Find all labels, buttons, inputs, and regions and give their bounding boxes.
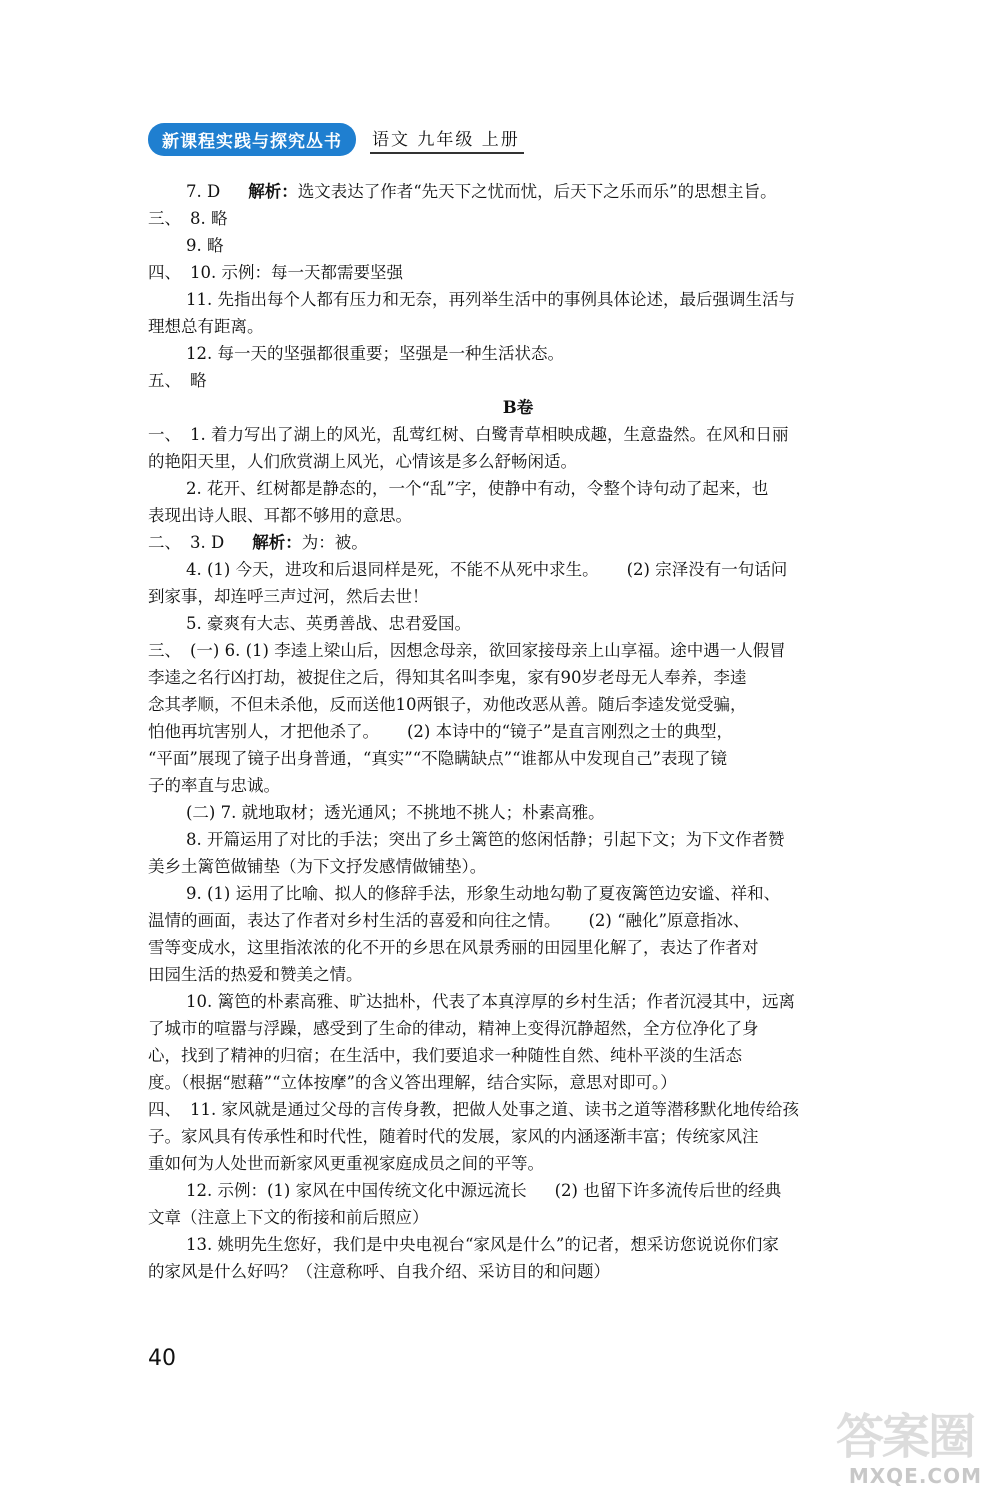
text-line: 子的率直与忠诚。 (148, 776, 280, 795)
subject-label: 语文 九年级 上册 (370, 125, 524, 154)
text-line: 念其孝顺，不但未杀他，反而送他10两银子，劝他改恶从善。随后李逵发觉受骗， (148, 695, 747, 714)
text-line: 5. 豪爽有大志、英勇善战、忠君爱国。 (186, 614, 471, 633)
text-line: 12. 每一天的坚强都很重要；坚强是一种生活状态。 (186, 344, 564, 363)
text-line: 心，找到了精神的归宿；在生活中，我们要追求一种随性自然、纯朴平淡的生活态 (148, 1046, 742, 1065)
text-line: 9. 略 (186, 236, 224, 255)
text-line: 三、 (一) 6. (1) 李逵上梁山后，因想念母亲，欲回家接母亲上山享福。途中遇一人假冒 (148, 637, 888, 664)
text-line: 8. 开篇运用了对比的手法；突出了乡土篱笆的悠闲恬静；引起下文；为下文作者赞 (186, 830, 785, 849)
text-line: 了城市的喧嚣与浮躁，感受到了生命的律动，精神上变得沉静超然，全方位净化了身 (148, 1019, 759, 1038)
answer-text (148, 178, 888, 1285)
text-line: 到家事，却连呼三声过河，然后去世！ (148, 587, 429, 606)
watermark-logo: 答案圈 (835, 1409, 974, 1465)
text-line: 怕他再坑害别人，才把他杀了。 (2) 本诗中的“镜子”是直言刚烈之士的典型， (148, 722, 733, 741)
text-line: 雪等变成水，这里指浓浓的化不开的乡思在风景秀丽的田园里化解了，表达了作者对 (148, 938, 759, 957)
section-marker: 一、 (148, 425, 181, 444)
text-line: 13. 姚明先生您好，我们是中央电视台“家风是什么”的记者，想采访您说说你们家 (186, 1235, 779, 1254)
text-line: 三、 8. 略 (148, 205, 888, 232)
text-line: “平面”展现了镜子出身普通，“真实”“不隐瞒缺点”“谁都从中发现自己”表现了镜 (148, 749, 727, 768)
page-number: 40 (148, 1346, 176, 1371)
text-line: (二) 7. 就地取材；透光通风；不挑地不挑人；朴素高雅。 (186, 803, 605, 822)
text-line: 7. D 解析：选文表达了作者“先天下之忧而忧，后天下之乐而乐”的思想主旨。 (186, 182, 777, 201)
text-line: 田园生活的热爱和赞美之情。 (148, 965, 363, 984)
watermark-site: MXQE.COM (848, 1464, 982, 1488)
text-line: 五、 略 (148, 367, 888, 394)
text-line: 10. 篱笆的朴素高雅、旷达拙朴，代表了本真淳厚的乡村生活；作者沉浸其中，远离 (186, 992, 795, 1011)
section-marker: 三、 (148, 209, 181, 228)
section-marker: 三、 (148, 641, 181, 660)
section-marker: 五、 (148, 371, 181, 390)
text-line: 度。（根据“慰藉”“立体按摩”的含义答出理解，结合实际，意思对即可。） (148, 1073, 677, 1092)
text-line: 美乡土篱笆做铺垫（为下文抒发感情做铺垫）。 (148, 857, 487, 876)
section-marker: 四、 (148, 1100, 181, 1119)
text-line: 12. 示例：(1) 家风在中国传统文化中源远流长 (2) 也留下许多流传后世的经典 (186, 1181, 782, 1200)
text-line: 子。家风具有传承性和时代性，随着时代的发展，家风的内涵逐渐丰富；传统家风注 (148, 1127, 759, 1146)
text-line: 温情的画面，表达了作者对乡村生活的喜爱和向往之情。 (2) “融化”原意指冰、 (148, 911, 750, 930)
text-line: 11. 先指出每个人都有压力和无奈，再列举生活中的事例具体论述，最后强调生活与 (186, 290, 795, 309)
text-line: 理想总有距离。 (148, 317, 264, 336)
text-line: 2. 花开、红树都是静态的，一个“乱”字，使静中有动，令整个诗句动了起来，也 (186, 479, 769, 498)
text-line: 四、 10. 示例：每一天都需要坚强 (148, 259, 888, 286)
text-line: 李逵之名行凶打劫，被捉住之后，得知其名叫李鬼，家有90岁老母无人奉养，李逵 (148, 668, 747, 687)
series-title-badge: 新课程实践与探究丛书 (148, 123, 356, 156)
section-marker: 四、 (148, 263, 181, 282)
text-line: 9. (1) 运用了比喻、拟人的修辞手法，形象生动地勾勒了夏夜篱笆边安谧、祥和、 (186, 884, 781, 903)
text-line: 四、 11. 家风就是通过父母的言传身教，把做人处事之道、读书之道等潜移默化地传给孩 (148, 1096, 888, 1123)
watermark (782, 1398, 982, 1488)
text-line: 的家风是什么好吗？（注意称呼、自我介绍、采访目的和问题） (148, 1262, 610, 1281)
text-line: 重如何为人处世而新家风更重视家庭成员之间的平等。 (148, 1154, 544, 1173)
text-line: 二、 3. D 解析：为：被。 (148, 529, 888, 556)
text-line: 文章（注意上下文的衔接和前后照应） (148, 1208, 429, 1227)
text-line: 的艳阳天里，人们欣赏湖上风光，心情该是多么舒畅闲适。 (148, 452, 577, 471)
text-line: 表现出诗人眼、耳都不够用的意思。 (148, 506, 412, 525)
text-line: 4. (1) 今天，进攻和后退同样是死，不能不从死中求生。 (2) 宗泽没有一句话问 (186, 560, 788, 579)
section-heading: B卷 (502, 398, 534, 417)
text-line: 一、 1. 着力写出了湖上的风光，乱莺红树、白鹭青草相映成趣，生意盎然。在风和日丽 (148, 421, 888, 448)
section-marker: 二、 (148, 533, 181, 552)
running-header (148, 124, 524, 154)
